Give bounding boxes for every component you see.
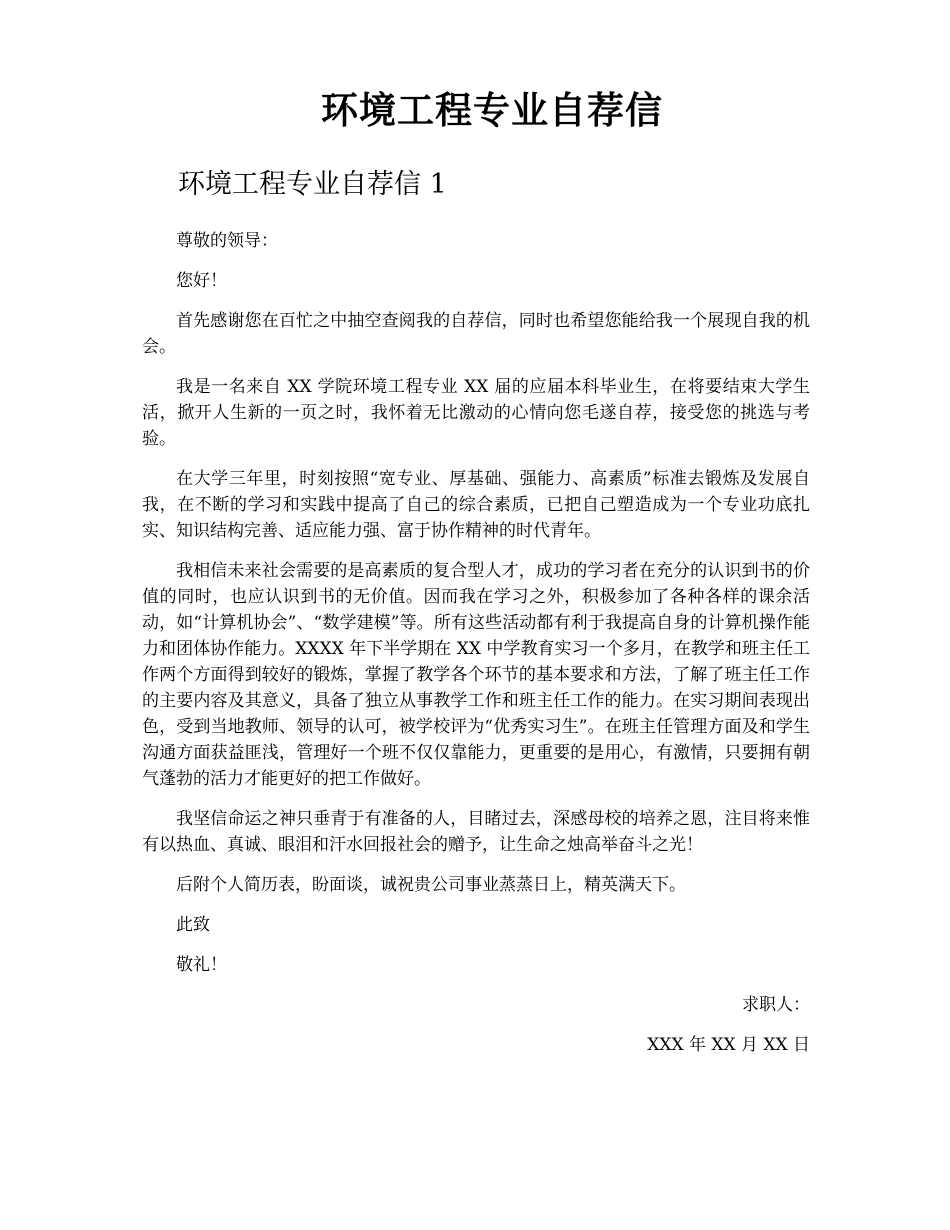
- paragraph: 我是一名来自 XX 学院环境工程专业 XX 届的应届本科毕业生，在将要结束大学生活，掀开人生新的一页之时，我怀着无比激动的心情向您毛遂自荐，接受您的挑选与考验。: [142, 377, 810, 449]
- signature-line: 求职人：: [742, 995, 810, 1015]
- section-heading: 环境工程专业自荐信 1: [178, 169, 447, 200]
- paragraph: 首先感谢您在百忙之中抽空查阅我的自荐信，同时也希望您能给我一个展现自我的机会。: [142, 311, 810, 357]
- salutation: 尊敬的领导：: [176, 231, 278, 251]
- greeting: 您好！: [176, 271, 227, 291]
- paragraph: 后附个人简历表，盼面谈，诚祝贵公司事业蒸蒸日上，精英满天下。: [176, 875, 686, 895]
- closing-line: 此致: [176, 915, 210, 935]
- letter-body: [142, 228, 810, 1072]
- paragraph: 我坚信命运之神只垂青于有准备的人，目睹过去，深感母校的培养之恩，注目将来惟有以热血、真诚、眼泪和汗水回报社会的赠予，让生命之烛高举奋斗之光！: [142, 809, 810, 855]
- paragraph: 在大学三年里，时刻按照“宽专业、厚基础、强能力、高素质”标准去锻炼及发展自我，在不断的学习和实践中提高了自己的综合素质，已把自己塑造成为一个专业功底扎实、知识结构完善、适应能力强、富于协作精神的时代青年。: [142, 469, 810, 541]
- date-line: XXX 年 XX 月 XX 日: [647, 1035, 810, 1055]
- document-title: 环境工程专业自荐信: [321, 88, 663, 132]
- closing-regards: 敬礼！: [176, 955, 227, 975]
- paragraph: 我相信未来社会需要的是高素质的复合型人才，成功的学习者在充分的认识到书的价值的同时，也应认识到书的无价值。因而我在学习之外，积极参加了各种各样的课余活动，如“计算机协会”、“数学建模”等。所有这些活动都有利于我提高自身的计算机操作能力和团体协作能力。XXXX 年下半学期在 XX 中学教育实习一个多月，在教学和班主任工作两个方面得到较好的锻炼，掌握了教学各个环节的基本要求和方法，了解了班主任工作的主要内容及其意义，具备了独立从事教学工作和班主任工作的能力。在实习期间表现出色，受到当地教师、领导的认可，被学校评为“优秀实习生”。在班主任管理方面及和学生沟通方面获益匪浅，管理好一个班不仅仅靠能力，更重要的是用心，有激情，只要拥有朝气蓬勃的活力才能更好的把工作做好。: [142, 561, 810, 789]
